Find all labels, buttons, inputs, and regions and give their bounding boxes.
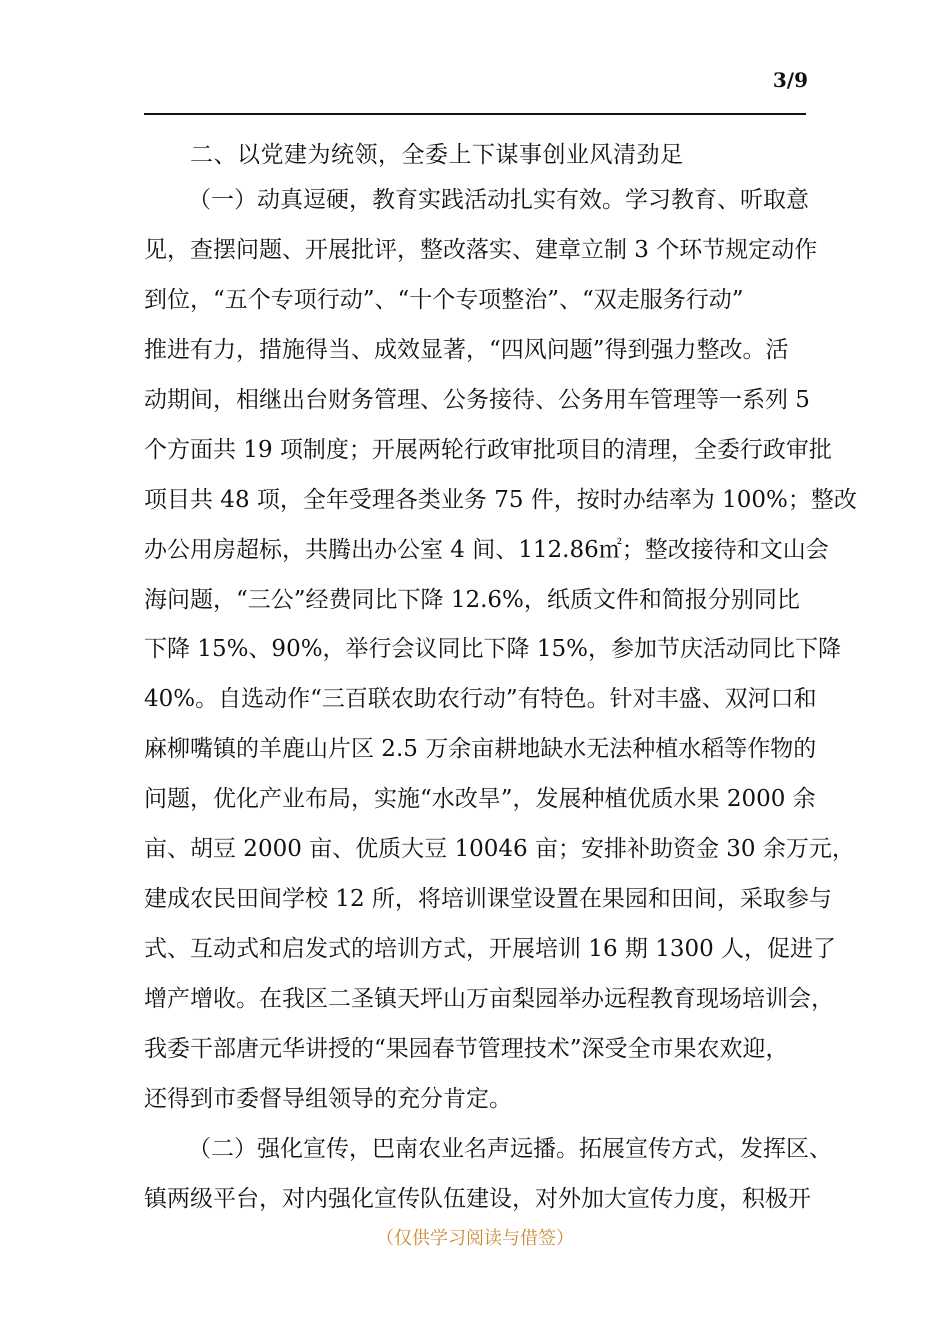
paragraph-line: 项目共 48 项，全年受理各类业务 75 件，按时办结率为 100%；整改: [144, 486, 857, 513]
paragraph-line: 增产增收。在我区二圣镇天坪山万亩梨园举办远程教育现场培训会，: [144, 986, 834, 1012]
paragraph-line: （二）强化宣传，巴南农业名声远播。拓展宣传方式，发挥区、: [188, 1135, 832, 1162]
paragraph-line: 式、互动式和启发式的培训方式，开展培训 16 期 1300 人，促进了: [144, 936, 837, 963]
paragraph-line: 动期间，相继出台财务管理、公务接待、公务用车管理等一系列 5: [144, 386, 810, 413]
paragraph-line: 下降 15%、90%，举行会议同比下降 15%，参加节庆活动同比下降: [144, 636, 841, 663]
paragraph-line: 海问题，“三公”经费同比下降 12.6%，纸质文件和简报分别同比: [144, 586, 800, 613]
paragraph-line: 见，查摆问题、开展批评，整改落实、建章立制 3 个环节规定动作: [144, 236, 818, 263]
page-number: 3/9: [772, 68, 808, 92]
paragraph-line: 推进有力，措施得当、成效显著，“四风问题”得到强力整改。活: [144, 336, 789, 363]
header-rule: [144, 113, 806, 115]
paragraph-line: 还得到市委督导组领导的充分肯定。: [144, 1085, 512, 1112]
body-text: [144, 176, 857, 1225]
paragraph-line: 40%。自选动作“三百联农助农行动”有特色。针对丰盛、双河口和: [144, 686, 817, 713]
paragraph-line: 麻柳嘴镇的羊鹿山片区 2.5 万余亩耕地缺水无法种植水稻等作物的: [144, 736, 817, 763]
section-heading: 二、以党建为统领，全委上下谋事创业风清劲足: [190, 142, 684, 168]
paragraph-line: 问题，优化产业布局，实施“水改旱”，发展种植优质水果 2000 余: [144, 786, 816, 813]
paragraph-line: 亩、胡豆 2000 亩、优质大豆 10046 亩；安排补助资金 30 余万元，: [144, 836, 855, 863]
paragraph-line: 到位，“五个专项行动”、“十个专项整治”、“双走服务行动”: [144, 286, 744, 313]
paragraph-line: （一）动真逗硬，教育实践活动扎实有效。学习教育、听取意: [188, 187, 809, 213]
paragraph-line: 个方面共 19 项制度；开展两轮行政审批项目的清理，全委行政审批: [144, 436, 832, 463]
paragraph-line: 建成农民田间学校 12 所，将培训课堂设置在果园和田间，采取参与: [144, 886, 832, 913]
footer-note: （仅供学习阅读与借签）: [376, 1228, 574, 1249]
paragraph-line: 镇两级平台，对内强化宣传队伍建设，对外加大宣传力度，积极开: [144, 1185, 811, 1212]
paragraph-line: 我委干部唐元华讲授的“果园春节管理技术”深受全市果农欢迎，: [144, 1035, 789, 1062]
paragraph-line: 办公用房超标，共腾出办公室 4 间、112.86㎡；整改接待和文山会: [144, 536, 829, 563]
